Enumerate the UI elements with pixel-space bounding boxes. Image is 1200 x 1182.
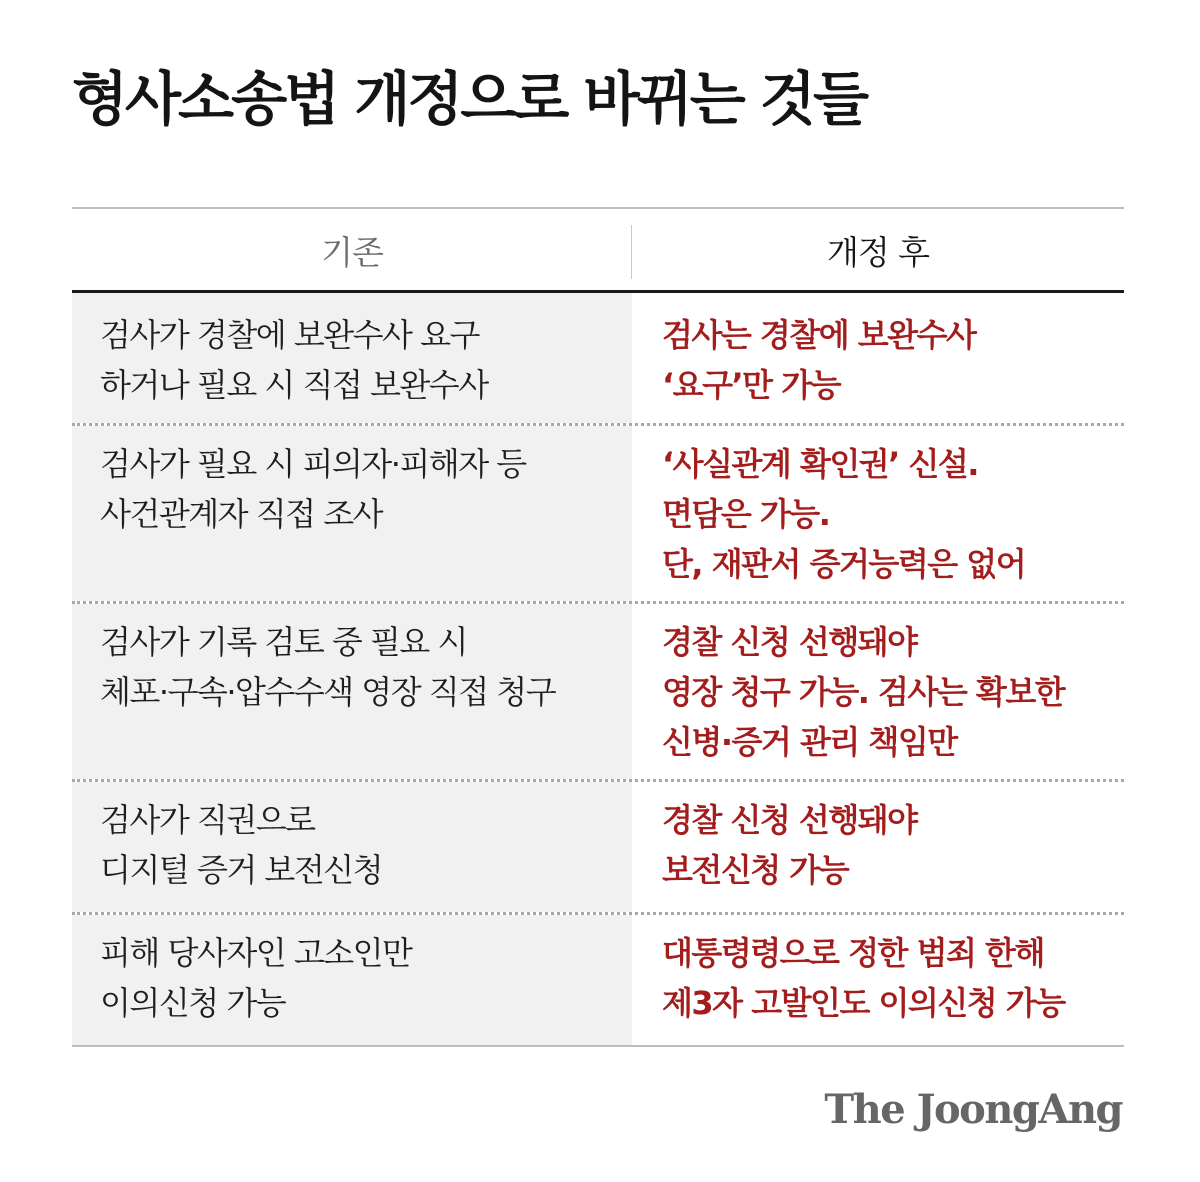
table-row: [72, 423, 1124, 601]
cell-before: [72, 293, 632, 423]
brand-logo: The JoongAng: [824, 1086, 1122, 1133]
cell-text: 신병·증거 관리 책임만: [662, 723, 957, 761]
cell-before: [72, 426, 632, 601]
cell-text: 제3자 고발인도 이의신청 가능: [662, 984, 1065, 1022]
cell-before: [72, 604, 632, 779]
comparison-table: [72, 207, 1124, 1047]
cell-text: 사건관계자 직접 조사: [100, 495, 383, 533]
table-row: [72, 601, 1124, 779]
table-row: [72, 779, 1124, 912]
cell-after: [632, 782, 1124, 912]
cell-after: [632, 915, 1124, 1045]
cell-text: 검사가 직권으로: [100, 801, 315, 839]
cell-text: 이의신청 가능: [100, 984, 286, 1022]
header-before: 기존: [321, 233, 383, 272]
table-body: [72, 293, 1124, 1047]
cell-text: 경찰 신청 선행돼야: [662, 801, 917, 839]
cell-text: ‘사실관계 확인권’ 신설.: [662, 445, 978, 483]
cell-text: 영장 청구 가능. 검사는 확보한: [662, 673, 1065, 711]
cell-text: 피해 당사자인 고소인만: [100, 934, 412, 972]
cell-text: 대통령령으로 정한 범죄 한해: [662, 934, 1044, 972]
cell-text: 검사는 경찰에 보완수사: [662, 316, 976, 354]
cell-before: [72, 782, 632, 912]
page-title: 형사소송법 개정으로 바뀌는 것들: [72, 65, 866, 133]
table-header: [72, 207, 1124, 293]
cell-after: [632, 604, 1124, 779]
cell-text: 경찰 신청 선행돼야: [662, 623, 917, 661]
cell-text: 면담은 가능.: [662, 495, 830, 533]
cell-text: 보전신청 가능: [662, 851, 849, 889]
cell-text: 검사가 기록 검토 중 필요 시: [100, 623, 467, 661]
cell-text: 하거나 필요 시 직접 보완수사: [100, 366, 488, 404]
cell-text: 검사가 필요 시 피의자·피해자 등: [100, 445, 526, 483]
table-row: [72, 293, 1124, 423]
table-row: [72, 912, 1124, 1045]
header-after: 개정 후: [826, 233, 930, 272]
cell-text: ‘요구’만 가능: [662, 366, 841, 404]
cell-after: [632, 426, 1124, 601]
cell-text: 체포·구속·압수수색 영장 직접 청구: [100, 673, 556, 711]
cell-before: [72, 915, 632, 1045]
cell-text: 검사가 경찰에 보완수사 요구: [100, 316, 479, 354]
header-divider: [631, 225, 632, 279]
cell-text: 디지털 증거 보전신청: [100, 851, 383, 889]
cell-text: 단, 재판서 증거능력은 없어: [662, 545, 1026, 583]
cell-after: [632, 293, 1124, 423]
